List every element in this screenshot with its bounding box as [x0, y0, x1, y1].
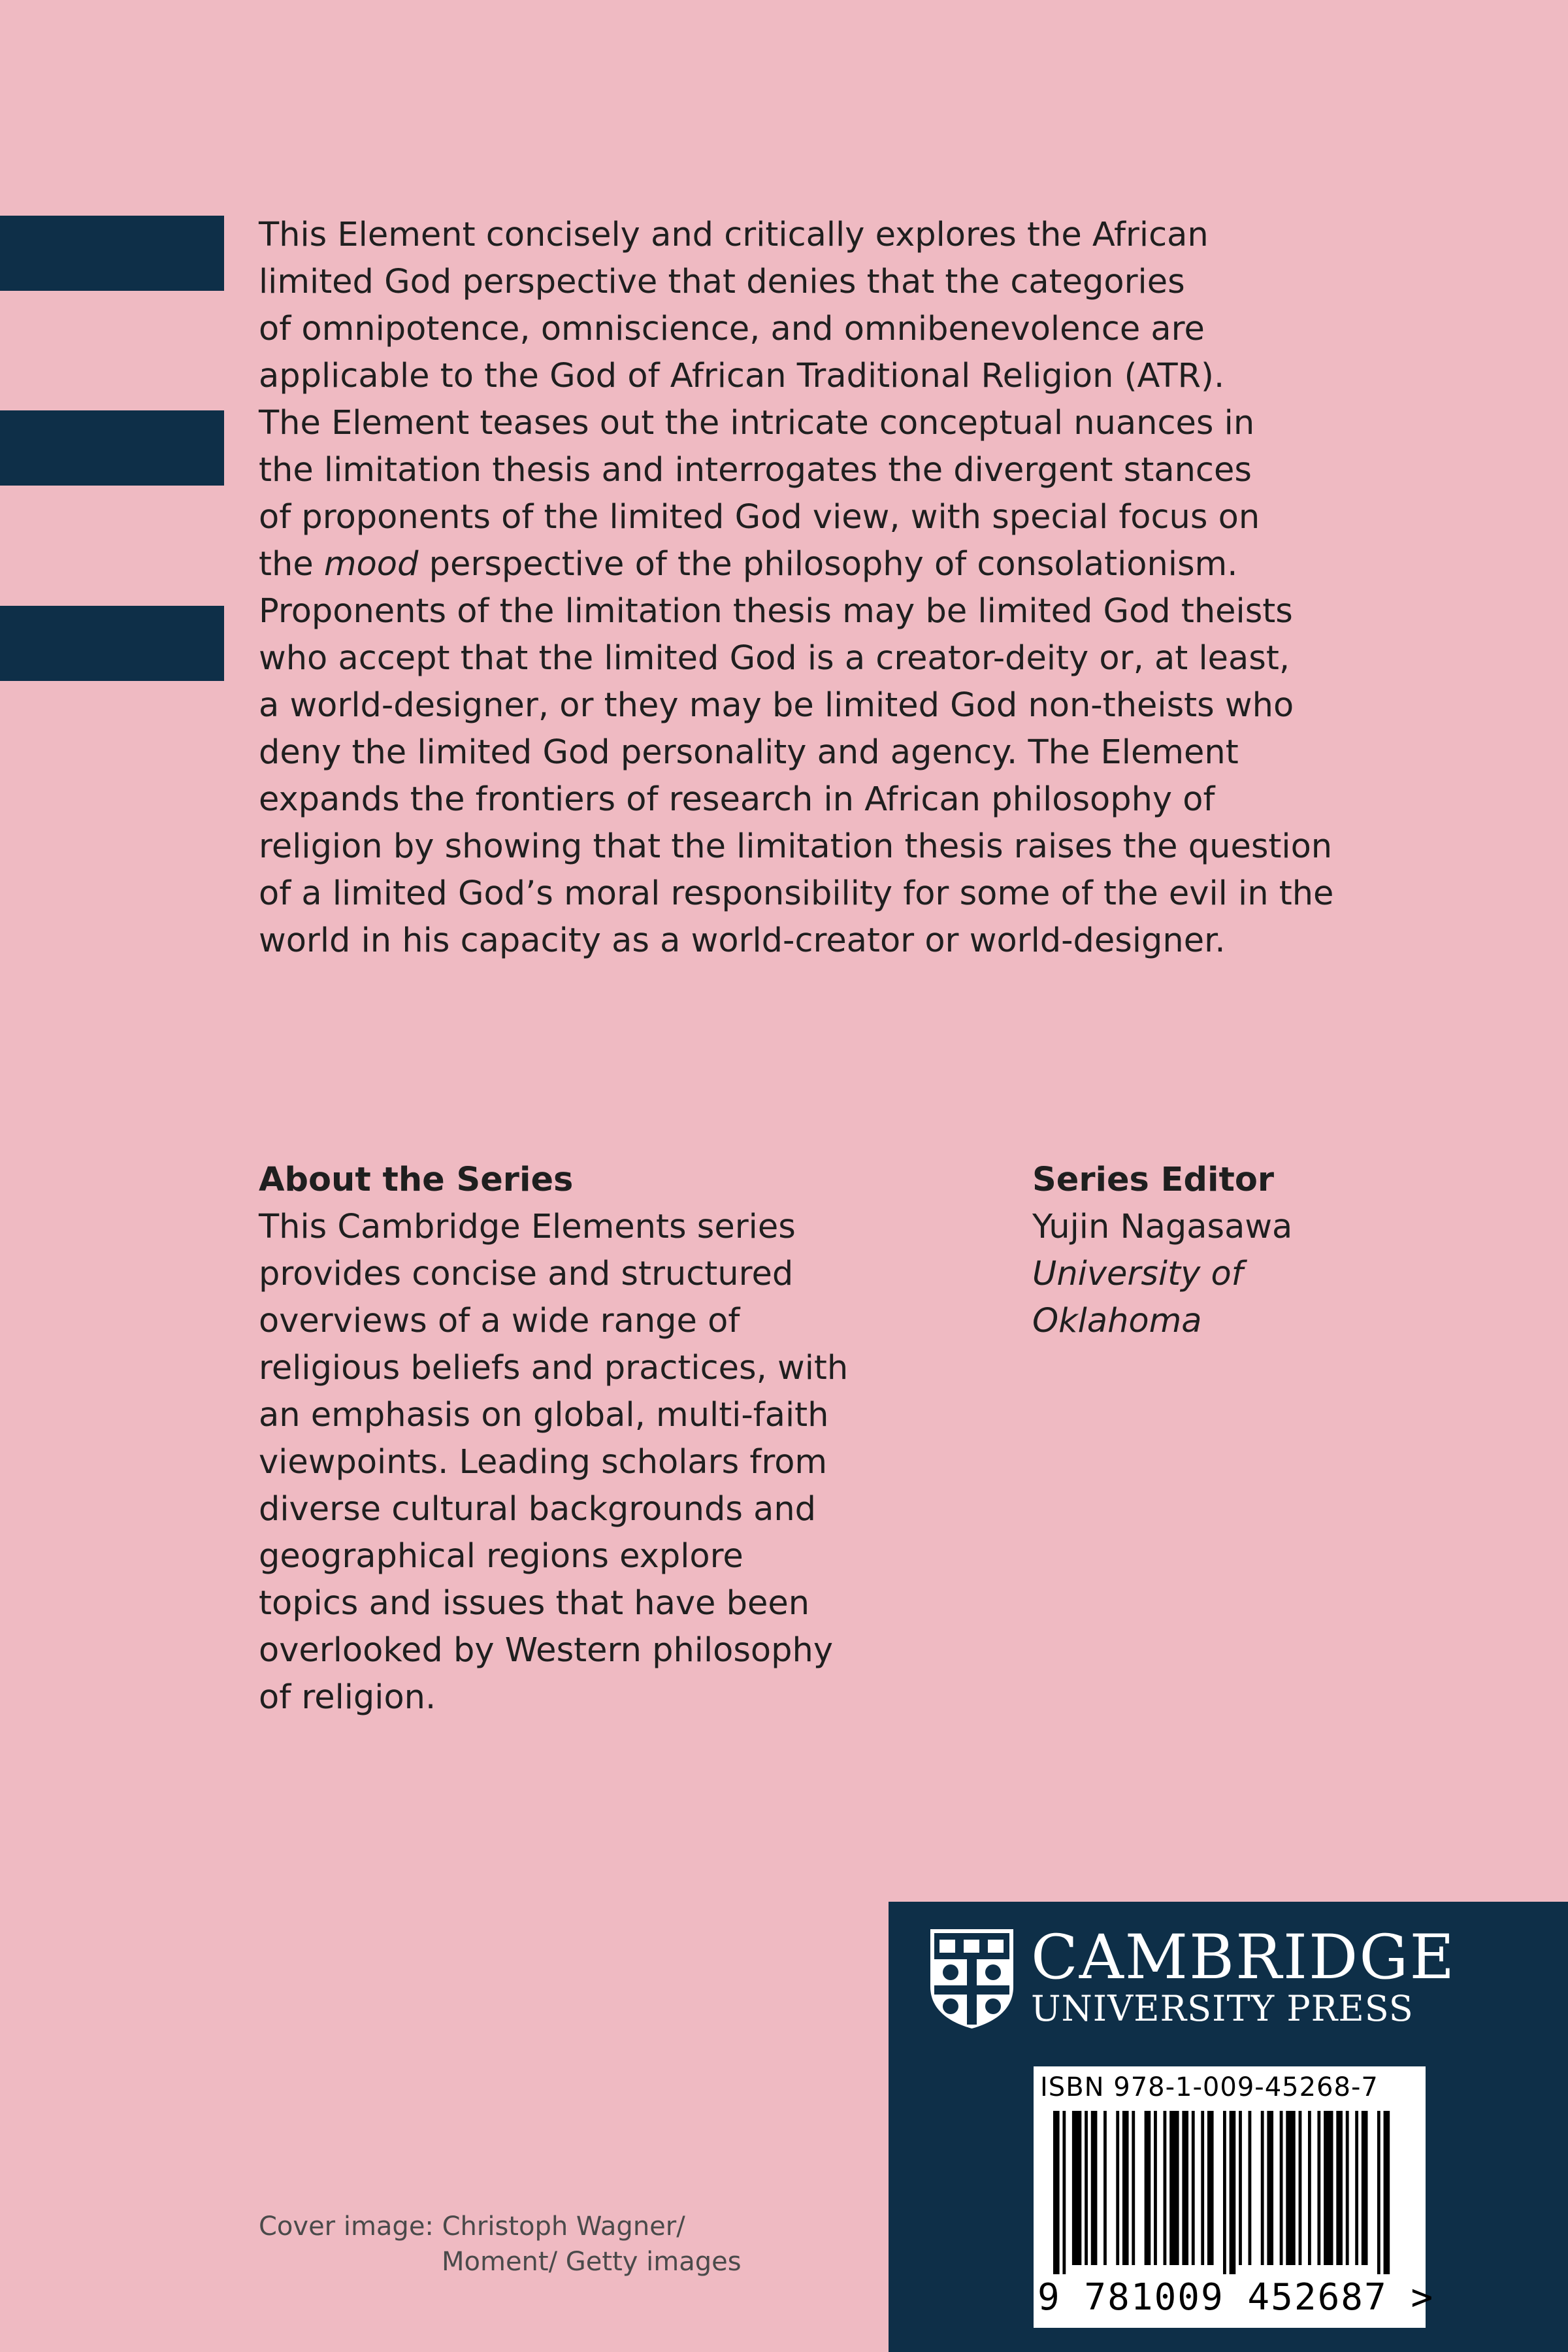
- barcode-bar: [1062, 2111, 1066, 2274]
- barcode-bar: [1132, 2111, 1135, 2265]
- series-editor-name: Yujin Nagasawa: [1032, 1208, 1293, 1246]
- barcode-bar: [1336, 2111, 1343, 2265]
- about-series-heading: About the Series: [259, 1161, 574, 1199]
- barcode-bar: [1169, 2111, 1179, 2265]
- barcode-bar: [1286, 2111, 1295, 2265]
- barcode-bar: [1308, 2111, 1311, 2265]
- cambridge-crest-icon: [928, 1927, 1016, 2030]
- series-line: topics and issues that have been: [259, 1584, 810, 1623]
- blurb-line: deny the limited God personality and agency. The Element: [259, 733, 1239, 772]
- credit-line-1: Cover image: Christoph Wagner/: [259, 2211, 685, 2242]
- affiliation-line: Oklahoma: [1032, 1302, 1202, 1340]
- book-blurb: [259, 212, 1435, 965]
- blurb-line: world in his capacity as a world-creator or world-designer.: [259, 921, 1226, 960]
- barcode-bar: [1182, 2111, 1188, 2265]
- mood-before: the: [259, 545, 324, 584]
- publisher-panel: [889, 1902, 1568, 2352]
- credit-line-2: Moment/ Getty images: [442, 2247, 742, 2277]
- blurb-line-mood: [259, 541, 1435, 588]
- blurb-line: of omnipotence, omniscience, and omnibenevolence are: [259, 310, 1205, 348]
- blurb-line: religion by showing that the limitation thesis raises the question: [259, 827, 1333, 866]
- series-line: an emphasis on global, multi-faith: [259, 1396, 829, 1434]
- affiliation-line: University of: [1032, 1255, 1243, 1293]
- blurb-line: of a limited God’s moral responsibility for some of the evil in the: [259, 874, 1334, 913]
- series-line: of religion.: [259, 1678, 436, 1717]
- barcode-bar: [1280, 2111, 1283, 2265]
- barcode-bar: [1091, 2111, 1098, 2265]
- publisher-name: CAMBRIDGE: [1031, 1922, 1456, 1993]
- barcode-bar: [1154, 2111, 1157, 2265]
- barcode-bar: [1384, 2111, 1390, 2274]
- barcode-bar: [1377, 2111, 1380, 2274]
- blurb-line: the limitation thesis and interrogates the divergent stances: [259, 451, 1252, 489]
- blurb-line: The Element teases out the intricate conceptual nuances in: [259, 404, 1255, 442]
- series-line: diverse cultural backgrounds and: [259, 1490, 817, 1529]
- series-line: overlooked by Western philosophy: [259, 1631, 834, 1670]
- isbn-barcode: [1034, 2066, 1435, 2328]
- barcode-bar: [1122, 2111, 1129, 2265]
- barcode-bar: [1223, 2111, 1226, 2274]
- barcode-bar: [1355, 2111, 1358, 2265]
- barcode-bar: [1116, 2111, 1119, 2265]
- decorative-bar-2: [0, 410, 224, 486]
- barcode-bar: [1103, 2111, 1107, 2265]
- barcode-bar: [1249, 2111, 1252, 2265]
- barcode-bar: [1267, 2111, 1273, 2265]
- barcode-bar: [1072, 2111, 1081, 2265]
- series-editor-heading: Series Editor: [1032, 1161, 1275, 1199]
- barcode-bar: [1299, 2111, 1302, 2265]
- series-line: geographical regions explore: [259, 1537, 743, 1576]
- publisher-subname: UNIVERSITY PRESS: [1031, 1988, 1414, 2029]
- barcode-bar: [1239, 2111, 1242, 2265]
- blurb-line: This Element concisely and critically explores the African: [259, 216, 1209, 254]
- blurb-line: of proponents of the limited God view, with special focus on: [259, 498, 1260, 537]
- series-line: overviews of a wide range of: [259, 1302, 740, 1340]
- barcode-bar: [1261, 2111, 1264, 2265]
- barcode-bar: [1192, 2111, 1195, 2265]
- barcode-bar: [1346, 2111, 1349, 2265]
- barcode-bar: [1145, 2111, 1151, 2265]
- barcode-bar: [1324, 2111, 1333, 2265]
- barcode-bar: [1317, 2111, 1320, 2265]
- decorative-bar-3: [0, 606, 224, 681]
- about-series-text: [259, 1204, 912, 1721]
- decorative-bar-1: [0, 216, 224, 291]
- barcode-bar: [1085, 2111, 1088, 2265]
- blurb-line: a world-designer, or they may be limited God non-theists who: [259, 686, 1294, 725]
- barcode-digits: 9 781009 452687 >: [1037, 2276, 1435, 2319]
- barcode-bars: [1053, 2111, 1393, 2274]
- cover-image-credit: [259, 2209, 742, 2279]
- barcode-bar: [1230, 2111, 1236, 2274]
- barcode-bar: [1207, 2111, 1214, 2265]
- barcode-bar: [1053, 2111, 1060, 2274]
- blurb-line: applicable to the God of African Traditional Religion (ATR).: [259, 357, 1225, 395]
- blurb-line: Proponents of the limitation thesis may be limited God theists: [259, 592, 1293, 631]
- barcode-bar: [1201, 2111, 1204, 2265]
- blurb-line: expands the frontiers of research in African philosophy of: [259, 780, 1215, 819]
- series-editor-affiliation: [1032, 1251, 1243, 1345]
- isbn-label: ISBN 978-1-009-45268-7: [1040, 2072, 1379, 2102]
- barcode-bar: [1362, 2111, 1368, 2265]
- series-line: religious beliefs and practices, with: [259, 1349, 849, 1387]
- blurb-line: who accept that the limited God is a creator-deity or, at least,: [259, 639, 1290, 678]
- series-line: This Cambridge Elements series: [259, 1208, 796, 1246]
- series-line: viewpoints. Leading scholars from: [259, 1443, 828, 1482]
- series-line: provides concise and structured: [259, 1255, 794, 1293]
- barcode-bar: [1164, 2111, 1167, 2265]
- blurb-line: limited God perspective that denies that the categories: [259, 263, 1185, 301]
- mood-after: perspective of the philosophy of consolationism.: [418, 545, 1238, 584]
- mood-italic: mood: [323, 545, 419, 584]
